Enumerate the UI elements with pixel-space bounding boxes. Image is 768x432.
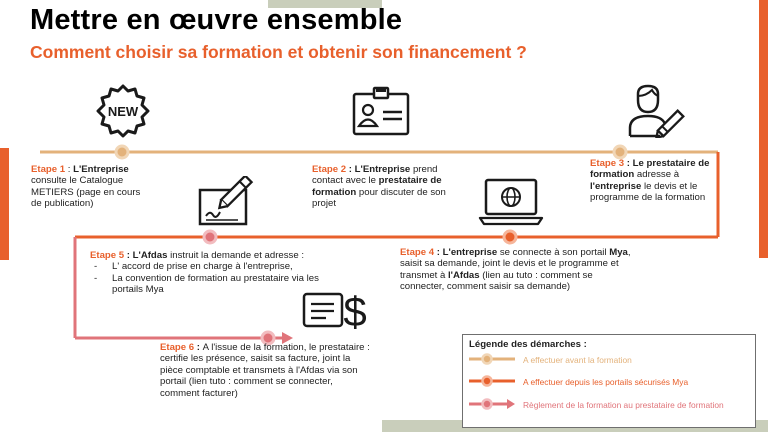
step-1-actor: L'Entreprise <box>73 164 129 175</box>
step-5-label: Etape 5 <box>90 250 125 261</box>
step-2-actor: L'Entreprise <box>354 164 411 175</box>
page-subtitle: Comment choisir sa formation et obtenir son financement ? <box>30 42 527 62</box>
step-6-text: Etape 6 : A l'issue de la formation, le prestataire : certifie les présence, saisit sa facture, joint la pièce comptable et transmets à l'Afdas via son portail (lien tuto : comment se connecter, comment facturer) <box>160 342 370 399</box>
signed-document-icon <box>198 176 258 228</box>
step-3-text: Etape 3 : Le prestataire de formation adresse à l'entreprise le devis et le programme de la formation <box>590 158 710 204</box>
legend-swatch-orange <box>467 375 517 387</box>
node-step-3 <box>614 146 626 158</box>
legend-title: Légende des démarches : <box>469 339 587 350</box>
step-4-label: Etape 4 <box>400 247 435 258</box>
node-step-5 <box>204 231 216 243</box>
legend-swatch-pink <box>467 398 517 410</box>
node-step-1 <box>116 146 128 158</box>
legend-swatch-tan <box>467 353 517 365</box>
step-5-list <box>90 261 324 295</box>
list-item: - L' accord de prise en charge à l'entreprise, <box>112 261 324 272</box>
step-2-text: Etape 2 : L'Entreprise prend contact avec le prestataire de formation pour discuter de son projet <box>312 164 446 210</box>
page-title: Mettre en œuvre ensemble <box>30 4 403 36</box>
step-5-text: Etape 5 : L'Afdas instruit la demande et adresse : - L' accord de prise en charge à l'entreprise, - La convention de formation au prestataire via les portails Mya <box>90 250 324 296</box>
new-badge-icon <box>95 83 151 139</box>
list-item: - La convention de formation au prestataire via les portails Mya <box>112 273 324 296</box>
legend-item-portals: A effectuer depuis les portails sécurisés Mya <box>523 377 689 387</box>
dollar-sign: $ <box>343 288 367 332</box>
legend-item-payment: Règlement de la formation au prestataire de formation <box>523 400 724 410</box>
node-step-4 <box>504 231 516 243</box>
id-card-icon <box>352 86 410 136</box>
step-1-text: Etape 1 : L'Entreprise consulte le Catalogue METIERS (page en cours de publication) <box>31 164 141 210</box>
legend-item-before: A effectuer avant la formation <box>523 355 632 365</box>
step-5-actor: L'Afdas <box>132 250 168 261</box>
step-4-text: Etape 4 : L'entreprise se connecte à son portail Mya, saisit sa demande, joint le devis et le programme et transmet à l'Afdas (lien au tuto : comment se connecter, comment saisir sa demande) <box>400 247 631 293</box>
step-1-label: Etape 1 <box>31 164 66 175</box>
step-4-actor: L'entreprise <box>442 247 498 258</box>
step-3-label: Etape 3 <box>590 158 625 169</box>
legend <box>462 334 756 428</box>
new-badge-text: NEW <box>107 104 139 119</box>
person-pencil-icon <box>628 84 686 138</box>
step-6-label: Etape 6 <box>160 342 195 353</box>
step-2-label: Etape 2 <box>312 164 347 175</box>
step-3-actor: Le prestataire de formation <box>590 158 710 181</box>
laptop-globe-icon <box>478 178 544 226</box>
